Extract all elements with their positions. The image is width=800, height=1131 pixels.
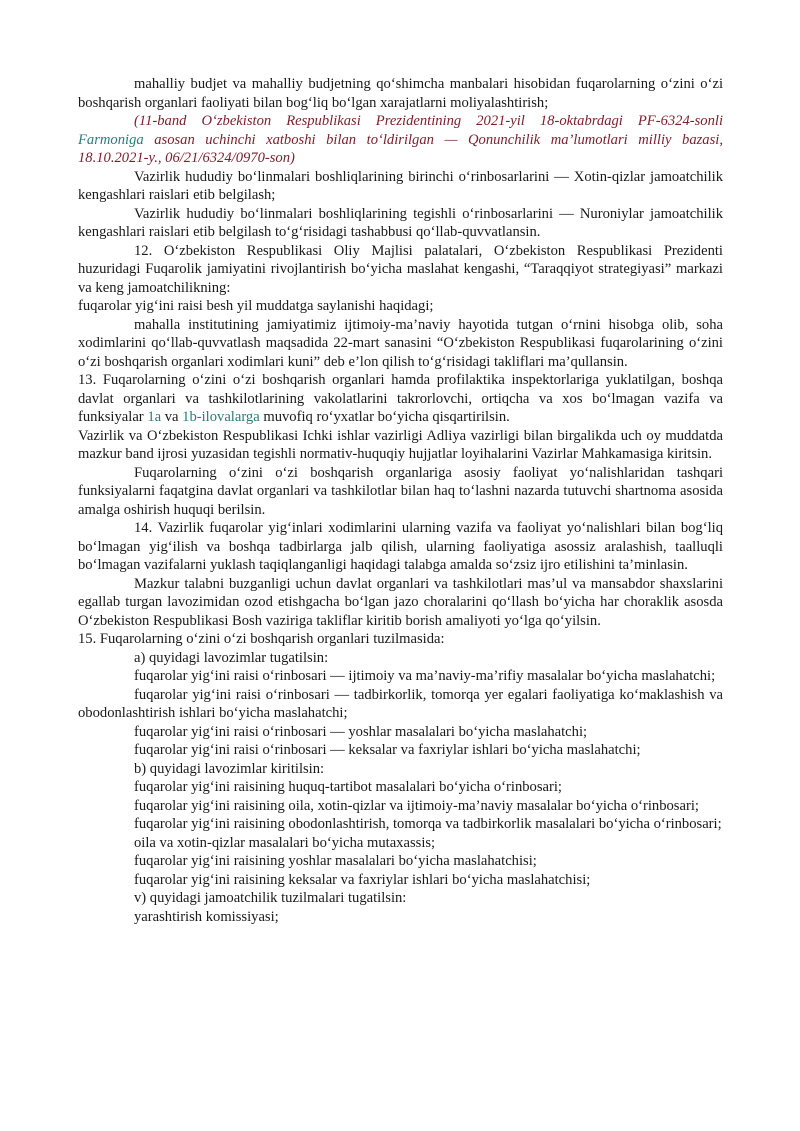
amendment-note-pre: (11-band O‘zbekiston Respublikasi Prezidentining 2021-yil 18-oktabrdagi PF-6324-sonli (134, 113, 723, 129)
paragraph-17: fuqarolar yig‘ini raisi o‘rinbosari — keksalar va faxriylar ishlari bo‘yicha maslahatchi; (134, 742, 641, 758)
paragraph-25: v) quyidagi jamoatchilik tuzilmalari tugatilsin: (134, 890, 407, 906)
paragraph-8: Vazirlik va O‘zbekiston Respublikasi Ichki ishlar vazirligi Adliya vazirligi bilan birgalikda uch oy muddatda mazkur band ijrosi yuzasidan tegishli normativ-huquqiy hujjatlar loyihalarini Vazirlar Mahkamasiga kiritsin. (78, 427, 723, 462)
paragraph-20: fuqarolar yig‘ini raisining oila, xotin-qizlar va ijtimoiy-ma’naviy masalalar bo‘yicha o‘rinbosari; (134, 797, 699, 814)
paragraph-23: fuqarolar yig‘ini raisining yoshlar masalalari bo‘yicha maslahatchisi; (134, 853, 537, 869)
document-page (78, 75, 723, 926)
paragraph-24: fuqarolar yig‘ini raisining keksalar va faxriylar ishlari bo‘yicha maslahatchisi; (134, 871, 591, 888)
paragraph-15: fuqarolar yig‘ini raisi o‘rinbosari — tadbirkorlik, tomorqa yer egalari faoliyatiga ko‘maklashish va obodonlashtirish ishlari bo‘yicha maslahatchi; (78, 686, 723, 721)
paragraph-7 (78, 371, 723, 427)
paragraph-14: fuqarolar yig‘ini raisi o‘rinbosari — ijtimoiy va ma’naviy-ma’rifiy masalalar bo‘yicha maslahatchi; (134, 668, 716, 684)
paragraph-18: b) quyidagi lavozimlar kiritilsin: (134, 760, 325, 777)
paragraph-4: 12. O‘zbekiston Respublikasi Oliy Majlisi palatalari, O‘zbekiston Respublikasi Prezidenti huzuridagi Fuqarolik jamiyatini rivojlantirish bo‘yicha maslahat kengashi, “Taraqqiyot strategiyasi” markazi va keng jamoatchilikning: (78, 242, 723, 296)
paragraph-13: a) quyidagi lavozimlar tugatilsin: (134, 649, 329, 666)
paragraph-11: Mazkur talabni buzganligi uchun davlat organlari va tashkilotlari mas’ul va mansabdor shaxslarini egallab turgan lavozimidan ozod etishgacha bo‘lgan jazo choralarini qo‘llash bo‘yicha har choraklik asosda O‘zbekiston Respublikasi Bosh vaziriga takliflar kiritib borish amaliyoti yo‘lga qo‘yilsin. (78, 575, 723, 629)
paragraph-7-post: muvofiq ro‘yxatlar bo‘yicha qisqartirilsin. (259, 409, 510, 425)
amendment-note (78, 112, 723, 168)
annex-1a-link[interactable]: 1a (147, 409, 162, 425)
amendment-note-post: asosan uchinchi xatboshi bilan to‘ldirilgan — Qonunchilik ma’lumotlari milliy bazasi, 18.10.2021-y., 06/21/6324/0970-son) (78, 131, 723, 166)
paragraph-0: mahalliy budjet va mahalliy budjetning qo‘shimcha manbalari hisobidan fuqarolarning o‘zini o‘zi boshqarish organlari faoliyati bilan bog‘liq bo‘lgan xarajatlarni moliyalashtirish; (78, 76, 723, 111)
paragraph-9: Fuqarolarning o‘zini o‘zi boshqarish organlariga asosiy faoliyat yo‘nalishlaridan tashqari funksiyalarni faqatgina davlat organlari va tashkilotlar bilan haq to‘lashni nazarda tutuvchi shartnoma asosida amalga oshirish huquqi berilsin. (78, 464, 723, 518)
paragraph-10: 14. Vazirlik fuqarolar yig‘inlari xodimlarini ularning vazifa va faoliyat yo‘nalishlari bilan bog‘liq bo‘lmagan yig‘ilish va boshqa tadbirlarga jalb qilish, ularning faoliyatiga asossiz aralashish, taalluqli bo‘lmagan vazifalarni yuklash taqiqlanganligi haqidagi talabga amalda so‘zsiz ijro etilishini ta’minlasin. (78, 520, 723, 573)
paragraph-21: fuqarolar yig‘ini raisining obodonlashtirish, tomorqa va tadbirkorlik masalalari bo‘yicha o‘rinbosari; (134, 816, 722, 832)
paragraph-7-pre: 13. Fuqarolarning o‘zini o‘zi boshqarish organlari hamda profilaktika inspektorlariga yuklatilgan, boshqa davlat organlari va tashkilotlarining vakolatlarini takrorlovchi, ortiqcha va xos bo‘lmagan vazifa va funksiyalar (78, 372, 723, 425)
paragraph-12: 15. Fuqarolarning o‘zini o‘zi boshqarish organlari tuzilmasida: (78, 631, 445, 647)
paragraph-6: mahalla institutining jamiyatimiz ijtimoiy-ma’naviy hayotida tutgan o‘rnini hisobga olib, soha xodimlarini qo‘llab-quvvatlash maqsadida 22-mart sanasini “O‘zbekiston Respublikasi fuqarolarining o‘zini o‘zi boshqarish organlari xodimlari kuni” deb e’lon qilish to‘g‘risidagi takliflari ma’qullansin. (78, 316, 723, 370)
annex-1b-link[interactable]: 1b-ilovalarga (182, 409, 260, 425)
paragraph-3: Vazirlik hududiy bo‘linmalari boshliqlarining tegishli o‘rinbosarlarini — Nuroniylar jamoatchilik kengashlari raislari etib belgilash to‘g‘risidagi tashabbusi qo‘llab-quvvatlansin. (78, 205, 723, 240)
decree-link[interactable]: Farmoniga (78, 131, 144, 148)
paragraph-19: fuqarolar yig‘ini raisining huquq-tartibot masalalari bo‘yicha o‘rinbosari; (134, 779, 562, 795)
paragraph-7-mid: va (161, 409, 183, 425)
paragraph-16: fuqarolar yig‘ini raisi o‘rinbosari — yoshlar masalalari bo‘yicha maslahatchi; (134, 723, 588, 740)
paragraph-2: Vazirlik hududiy bo‘linmalari boshliqlarining birinchi o‘rinbosarlarini — Xotin-qizlar jamoatchilik kengashlari raislari etib belgilash; (78, 168, 723, 203)
paragraph-5: fuqarolar yig‘ini raisi besh yil muddatga saylanishi haqidagi; (78, 298, 434, 314)
paragraph-26: yarashtirish komissiyasi; (134, 908, 279, 925)
paragraph-22: oila va xotin-qizlar masalalari bo‘yicha mutaxassis; (134, 834, 436, 851)
